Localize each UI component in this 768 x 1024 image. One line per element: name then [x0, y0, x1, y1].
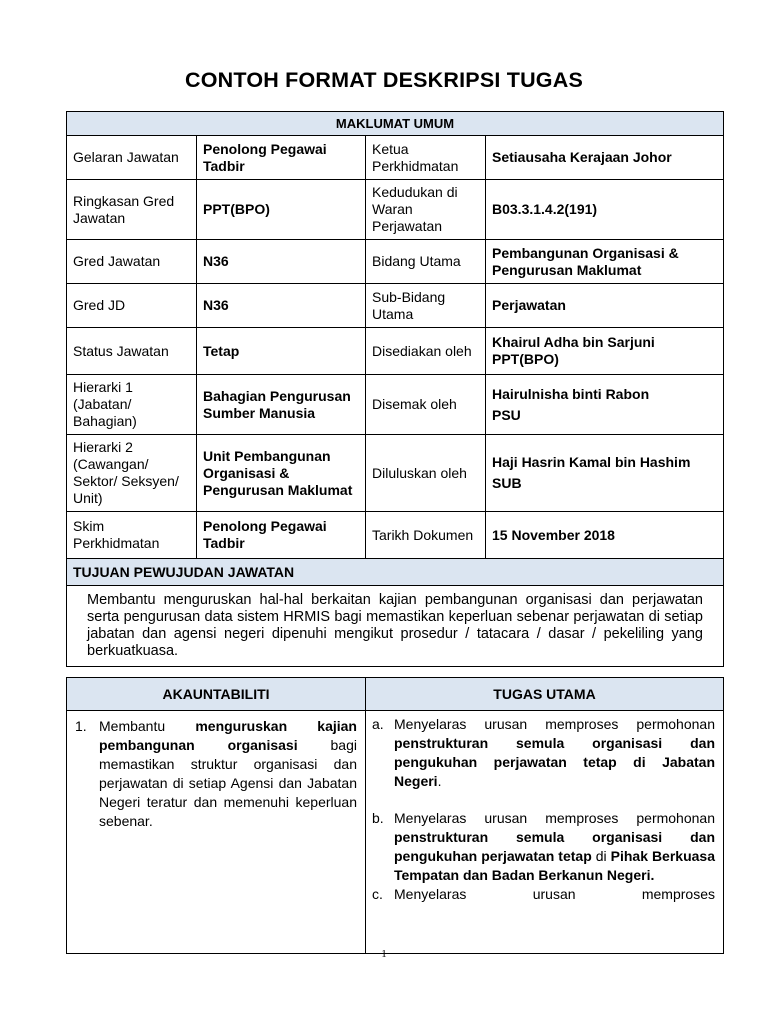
akauntabiliti-cell	[67, 711, 366, 954]
value-diluluskan-oleh	[486, 435, 724, 512]
label-skim-perkhidmatan: Skim Perkhidmatan	[67, 512, 197, 559]
label-bidang-utama: Bidang Utama	[366, 240, 486, 284]
row-gred-jawatan	[67, 240, 724, 284]
label-gred-jd: Gred JD	[67, 284, 197, 328]
diluluskan-oleh-post: SUB	[492, 475, 522, 491]
tujuan-body-row	[67, 586, 724, 667]
page-number: 1	[381, 948, 387, 960]
tugas-item-c-letter: c.	[372, 886, 383, 902]
document-title: CONTOH FORMAT DESKRIPSI TUGAS	[185, 68, 583, 92]
row-gelaran-jawatan	[67, 136, 724, 180]
akauntabiliti-item-1-number: 1.	[75, 718, 87, 734]
label-diluluskan-oleh: Diluluskan oleh	[366, 435, 486, 512]
row-status-jawatan	[67, 328, 724, 375]
tugas-item-c	[372, 885, 715, 904]
akauntabiliti-header: AKAUNTABILITI	[67, 678, 366, 711]
label-ketua-perkhidmatan: Ketua Perkhidmatan	[366, 136, 486, 180]
value-hierarki-2: Unit Pembangunan Organisasi & Pengurusan Maklumat	[197, 435, 366, 512]
akauntabiliti-item-1-bold: menguruskan kajian pembangunan organisasi	[99, 718, 357, 753]
tugas-item-a-part-1: Menyelaras urusan memproses permohonan	[394, 716, 715, 732]
value-sub-bidang-utama: Perjawatan	[486, 284, 724, 328]
akauntabiliti-tugas-header-row	[67, 678, 724, 711]
value-gred-jawatan: N36	[197, 240, 366, 284]
akauntabiliti-item-1-text	[99, 717, 357, 831]
tugas-item-a-part-2: .	[437, 773, 442, 789]
label-sub-bidang-utama: Sub-Bidang Utama	[366, 284, 486, 328]
label-ringkasan-gred: Ringkasan Gred Jawatan	[67, 180, 197, 240]
tujuan-header-row	[67, 559, 724, 586]
label-hierarki-1: Hierarki 1 (Jabatan/ Bahagian)	[67, 375, 197, 435]
value-gelaran-jawatan: Penolong Pegawai Tadbir	[197, 136, 366, 180]
tugas-item-b-part-1: Menyelaras urusan memproses permohonan	[394, 810, 715, 826]
akauntabiliti-tugas-table	[66, 677, 724, 954]
value-hierarki-1: Bahagian Pengurusan Sumber Manusia	[197, 375, 366, 435]
tugas-item-b	[372, 809, 715, 885]
akauntabiliti-item-1-part-1: Membantu	[99, 718, 196, 734]
akauntabiliti-item-1-part-2: bagi memastikan struktur organisasi dan perjawatan di setiap Agensi dan Jabatan Negeri teratur dan memenuhi keperluan sebenar.	[99, 737, 357, 829]
disemak-oleh-name: Hairulnisha binti Rabon	[492, 385, 650, 402]
maklumat-umum-header: MAKLUMAT UMUM	[67, 112, 724, 136]
tugas-item-b-letter: b.	[372, 810, 384, 826]
value-ringkasan-gred: PPT(BPO)	[197, 180, 366, 240]
spacer	[372, 791, 715, 809]
akauntabiliti-item-1	[75, 717, 357, 831]
value-disediakan-oleh	[486, 328, 724, 375]
label-disemak-oleh: Disemak oleh	[366, 375, 486, 435]
row-hierarki-2	[67, 435, 724, 512]
row-gred-jd	[67, 284, 724, 328]
diluluskan-oleh-name: Haji Hasrin Kamal bin Hashim	[492, 454, 691, 470]
label-status-jawatan: Status Jawatan	[67, 328, 197, 375]
value-status-jawatan: Tetap	[197, 328, 366, 375]
tugas-item-a-text	[394, 715, 715, 791]
tugas-item-b-bold-1: penstrukturan semula organisasi dan pengukuhan perjawatan tetap	[394, 829, 715, 864]
value-bidang-utama: Pembangunan Organisasi & Pengurusan Maklumat	[486, 240, 724, 284]
tugas-utama-cell	[366, 711, 724, 954]
row-hierarki-1	[67, 375, 724, 435]
disediakan-oleh-post: PPT(BPO)	[492, 351, 559, 367]
value-gred-jd: N36	[197, 284, 366, 328]
tujuan-header: TUJUAN PEWUJUDAN JAWATAN	[67, 559, 724, 586]
tugas-item-b-part-2: di	[591, 848, 611, 864]
label-gred-jawatan: Gred Jawatan	[67, 240, 197, 284]
tugas-utama-header: TUGAS UTAMA	[366, 678, 724, 711]
label-gelaran-jawatan: Gelaran Jawatan	[67, 136, 197, 180]
tugas-item-c-text: Menyelaras urusan memproses	[394, 886, 715, 902]
row-ringkasan-gred	[67, 180, 724, 240]
akauntabiliti-tugas-body-row	[67, 711, 724, 954]
tugas-item-a-bold: penstrukturan semula organisasi dan pengukuhan perjawatan tetap di Jabatan Negeri	[394, 735, 715, 789]
value-kedudukan-waran: B03.3.1.4.2(191)	[486, 180, 724, 240]
label-tarikh-dokumen: Tarikh Dokumen	[366, 512, 486, 559]
tugas-item-a-letter: a.	[372, 716, 384, 732]
maklumat-umum-table	[66, 111, 724, 667]
value-ketua-perkhidmatan: Setiausaha Kerajaan Johor	[486, 136, 724, 180]
disediakan-oleh-name: Khairul Adha bin Sarjuni	[492, 334, 655, 350]
value-disemak-oleh	[486, 375, 724, 435]
value-skim-perkhidmatan: Penolong Pegawai Tadbir	[197, 512, 366, 559]
value-tarikh-dokumen: 15 November 2018	[486, 512, 724, 559]
tugas-item-b-bold-2: Pihak Berkuasa Tempatan dan Badan Berkanun Negeri.	[394, 848, 715, 883]
tugas-item-a	[372, 715, 715, 791]
row-skim-perkhidmatan	[67, 512, 724, 559]
maklumat-umum-header-row	[67, 112, 724, 136]
label-kedudukan-waran: Kedudukan di Waran Perjawatan	[366, 180, 486, 240]
label-hierarki-2: Hierarki 2 (Cawangan/ Sektor/ Seksyen/ Unit)	[67, 435, 197, 512]
disemak-oleh-post: PSU	[492, 406, 521, 423]
tugas-item-b-text	[394, 809, 715, 885]
label-disediakan-oleh: Disediakan oleh	[366, 328, 486, 375]
tujuan-text: Membantu menguruskan hal-hal berkaitan kajian pembangunan organisasi dan perjawatan serta pengurusan data sistem HRMIS bagi memastikan keperluan sebenar perjawatan di setiap jabatan dan agensi negeri dipenuhi mengikut prosedur / tatacara / dasar / pekeliling yang berkuatkuasa.	[67, 586, 724, 667]
